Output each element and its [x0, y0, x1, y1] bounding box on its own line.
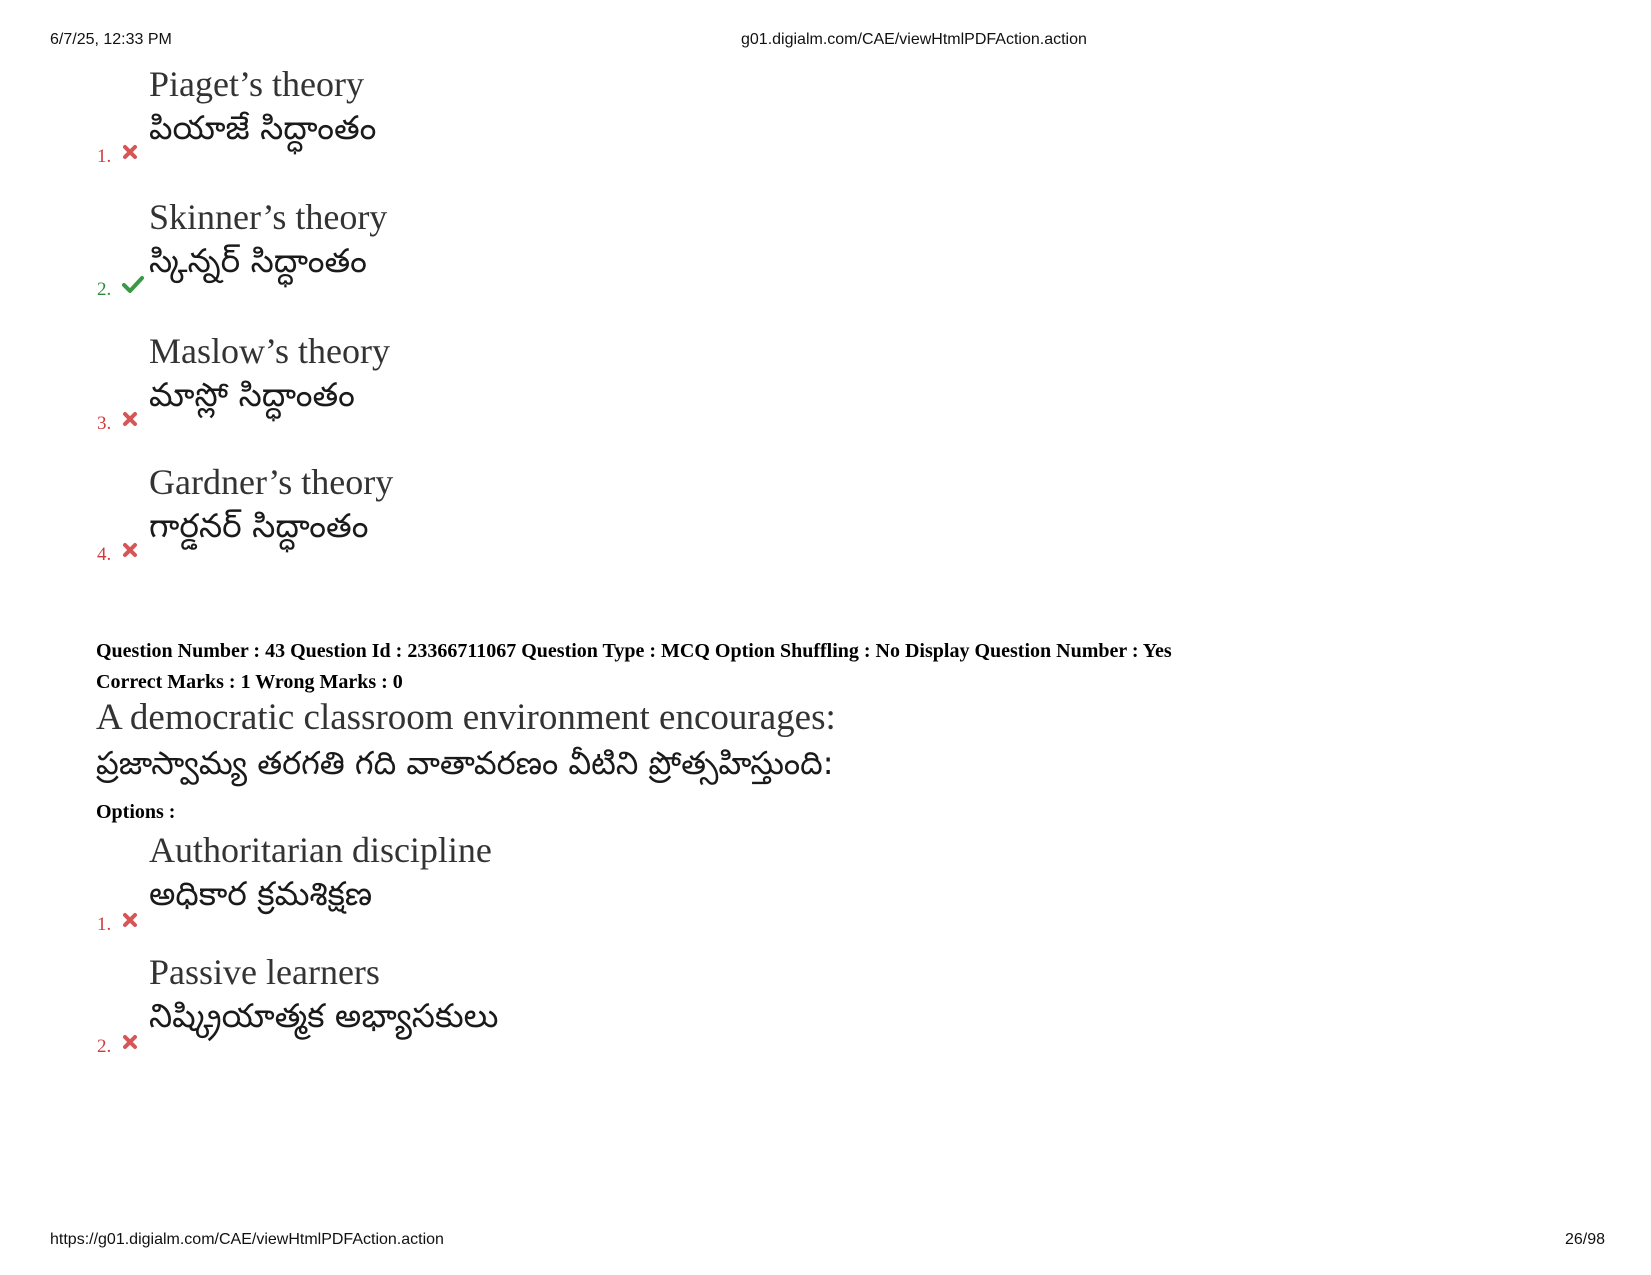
print-header-url: g01.digialm.com/CAE/viewHtmlPDFAction.action: [741, 31, 1087, 48]
cross-icon: [122, 912, 138, 933]
option-number: 4.: [97, 544, 112, 565]
option-number: 1.: [97, 914, 112, 935]
question-marks: Correct Marks : 1 Wrong Marks : 0: [96, 671, 403, 693]
option-number: 2.: [97, 1036, 112, 1057]
cross-icon: [122, 542, 138, 563]
cross-icon: [122, 144, 138, 165]
print-footer-url: https://g01.digialm.com/CAE/viewHtmlPDFAction.action: [50, 1231, 444, 1248]
cross-icon: [122, 1034, 138, 1055]
cross-icon: [122, 411, 138, 432]
question-info: Question Number : 43 Question Id : 23366711067 Question Type : MCQ Option Shuffling : No Display Question Number : Yes: [96, 640, 1172, 662]
option-text-en: Authoritarian discipline: [149, 830, 492, 870]
option-text-en: Gardner’s theory: [149, 462, 394, 502]
option-text-en: Maslow’s theory: [149, 331, 390, 371]
option-text-en: Skinner’s theory: [149, 197, 388, 237]
page-number: 26/98: [1564, 1231, 1605, 1248]
option-text-te: నిష్క్రియాత్మక అభ్యాసకులు: [149, 996, 499, 1035]
print-datetime: 6/7/25, 12:33 PM: [50, 31, 172, 48]
options-label: Options :: [96, 801, 176, 823]
option-number: 3.: [97, 413, 112, 434]
option-text-en: Piaget’s theory: [149, 64, 364, 104]
option-text-te: అధికార క్రమశిక్షణ: [149, 874, 373, 913]
check-icon: [122, 275, 144, 298]
option-number: 1.: [97, 146, 112, 167]
option-text-te: స్కిన్నర్ సిద్ధాంతం: [149, 241, 367, 280]
option-number: 2.: [97, 279, 112, 300]
option-text-en: Passive learners: [149, 952, 380, 992]
option-text-te: మాస్లో సిద్ధాంతం: [149, 375, 355, 414]
option-text-te: పియాజే సిద్ధాంతం: [149, 108, 377, 147]
option-text-te: గార్డనర్ సిద్ధాంతం: [149, 506, 369, 545]
question-text-en: A democratic classroom environment encourages:: [96, 697, 836, 738]
question-text-te: ప్రజాస్వామ్య తరగతి గది వాతావరణం వీటిని ప్రోత్సహిస్తుంది:: [96, 744, 834, 782]
